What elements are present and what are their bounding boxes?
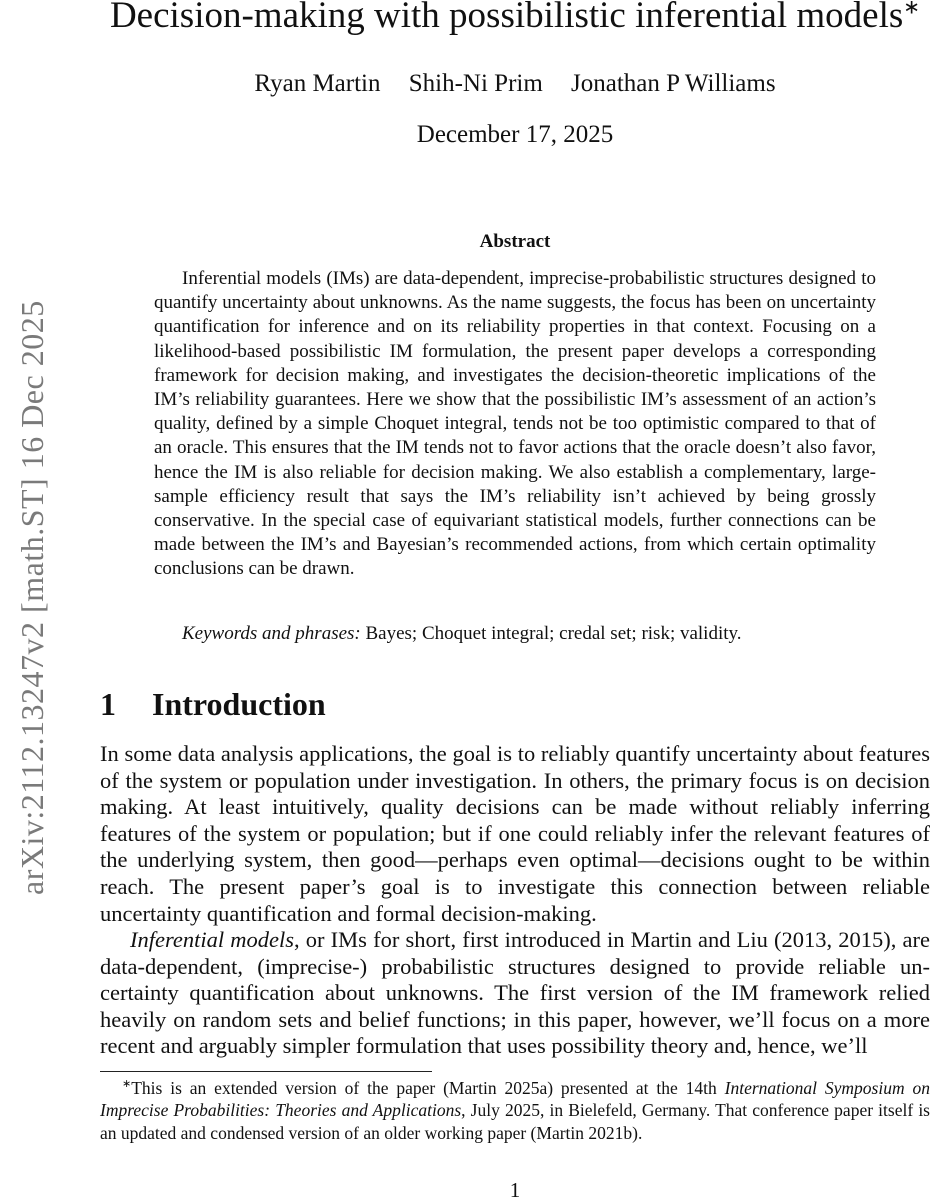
paper-title	[100, 0, 930, 40]
title-footnote-marker: ∗	[903, 0, 921, 19]
intro-paragraph-2-text: , or IMs for short, first introduced in Martin and Liu (2013, 2015), are data-dependent, (imprecise-) probabilistic structures designed to provide reliable uncertainty quantification about unknowns. The first version of the IM framework relied heavily on random sets and belief functions; in this paper, however, we’ll focus on a more recent and arguably simpler formulation that uses possibility theory and, hence, we’ll	[100, 927, 930, 1059]
publication-date: December 17, 2025	[416, 121, 614, 148]
section-title: Introduction	[152, 686, 326, 722]
keywords-list: Bayes; Choquet integral; credal set; risk; validity.	[365, 623, 742, 644]
footnote	[100, 1077, 930, 1144]
section-number: 1	[100, 686, 116, 722]
intro-paragraph-2	[100, 927, 930, 1060]
footnote-marker: ∗	[122, 1078, 132, 1091]
abstract-heading: Abstract	[479, 231, 551, 252]
author-2: Shih-Ni Prim	[408, 70, 543, 97]
author-1: Ryan Martin	[254, 70, 381, 97]
arxiv-identifier: arXiv:2112.13247v2 [math.ST] 16 Dec 2025	[14, 300, 50, 895]
footnote-divider	[100, 1071, 432, 1072]
abstract-body: Inferential models (IMs) are data-dependent, imprecise-probabilistic structures designed to quantify uncertainty about unknowns. As the name suggests, the focus has been on uncertainty quantification for inference and on its reliability properties in that context. Focusing on a likelihood-based possibilistic IM formulation, the present paper develops a corresponding framework for decision making, and investigates the decision-theoretic implications of the IM’s reliability guarantees. Here we show that the possibilistic IM’s assessment of an action’s quality, defined by a simple Choquet integral, tends not be too optimistic compared to that of an oracle. This ensures that the IM tends not to favor actions that the oracle doesn’t also favor, hence the IM is also reliable for decision making. We also establish a complementary, large-sample efficiency result that says the IM’s reliability isn’t achieved by being grossly conservative. In the special case of equivariant statistical models, further connections can be made between the IM’s and Bayesian’s recommended actions, from which certain optimality conclusions can be drawn.	[154, 268, 876, 580]
paper-title-text: Decision-making with possibilistic inferential models	[109, 0, 904, 36]
footnote-text-a: This is an extended version of the paper (Martin 2025a) presented at the 14th	[131, 1078, 725, 1098]
intro-paragraph-1: In some data analysis applications, the goal is to reliably quantify uncertainty about features of the system or population under investigation. In others, the primary focus is on decision making. At least intuitively, quality decisions can be made without reliably inferring features of the system or population; but if one could reliably infer the relevant features of the underlying system, then good—perhaps even optimal—decisions ought to be within reach. The present paper’s goal is to investigate this connection between reliable uncertainty quantification and formal decision-making.	[100, 741, 930, 926]
keywords-line	[154, 622, 876, 646]
section-heading-introduction	[100, 684, 326, 724]
author-list	[100, 68, 930, 100]
page-number: 1	[509, 1178, 521, 1202]
footnote-venue: International Symposium on Imprecise Probabilities: Theories and Applications	[100, 1078, 930, 1121]
keywords-label: Keywords and phrases:	[182, 623, 361, 644]
intro-term-emphasis: Inferential models	[130, 927, 295, 952]
author-3: Jonathan P Williams	[571, 70, 776, 97]
footnote-text-b: , July 2025, in Bielefeld, Germany. That conference paper itself is an updated and condensed version of an older working paper (Martin 2021b).	[100, 1100, 930, 1143]
